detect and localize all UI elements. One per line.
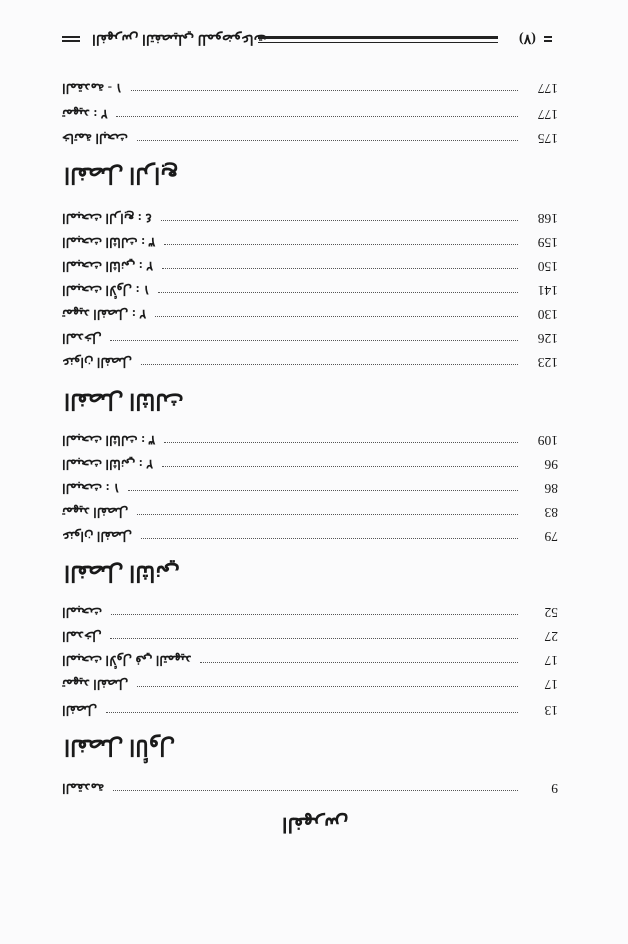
toc-row	[62, 354, 558, 370]
toc-row	[62, 130, 558, 146]
section-heading: الفصل الأول	[64, 735, 176, 760]
toc-entry-label: عنوان الفصل	[62, 529, 133, 544]
toc-row	[62, 604, 558, 620]
toc-row	[62, 258, 558, 274]
toc-page-number: 168	[537, 211, 558, 226]
toc-row	[62, 628, 558, 644]
toc-entry-label: تمهيد : ٢	[62, 107, 108, 122]
toc-entry-label: المقدمة - ١	[62, 81, 123, 96]
toc-page-number: 79	[544, 529, 558, 544]
toc-entry-label: المبحث : ١	[62, 481, 120, 496]
page-number: (٧)	[519, 31, 536, 46]
section-heading: الفصل الثاني	[64, 561, 180, 586]
toc-dot-leader	[111, 614, 518, 615]
toc-dot-leader	[164, 244, 518, 245]
toc-dot-leader	[141, 364, 518, 365]
toc-dot-leader	[158, 292, 518, 293]
toc-page-number: 126	[537, 331, 558, 346]
toc-dot-leader	[162, 466, 518, 467]
toc-dot-leader	[128, 490, 518, 491]
toc-dot-leader	[200, 662, 518, 663]
toc-page-number: 17	[544, 653, 558, 668]
toc-page-number: 9	[551, 781, 558, 796]
toc-entry-label: خاتمة البحث	[62, 131, 129, 146]
section-heading: الفصل الثالث	[64, 389, 184, 414]
toc-page-number: 130	[537, 307, 558, 322]
toc-dot-leader	[116, 116, 518, 117]
toc-entry-label: المبحث الأول : ١	[62, 283, 150, 298]
toc-entry-label: تمهيد الفصل	[62, 677, 129, 692]
toc-dot-leader	[141, 538, 518, 539]
toc-page-number: 150	[537, 259, 558, 274]
toc-entry-label: المبحث الثاني : ٢	[62, 457, 154, 472]
toc-row	[62, 306, 558, 322]
toc-entry-label: المبحث الأول في التمهيد	[62, 653, 192, 668]
toc-entry-label: تمهيد الفصل : ٢	[62, 307, 147, 322]
toc-dot-leader	[164, 442, 518, 443]
toc-dot-leader	[161, 220, 518, 221]
toc-page-number: 109	[537, 433, 558, 448]
toc-dot-leader	[106, 712, 518, 713]
toc-page-number: 177	[537, 107, 558, 122]
toc-dot-leader	[131, 90, 518, 91]
toc-dot-leader	[137, 140, 518, 141]
toc-dot-leader	[137, 514, 518, 515]
toc-row	[62, 504, 558, 520]
toc-dot-leader	[137, 686, 518, 687]
toc-page-number: 123	[537, 355, 558, 370]
toc-row	[62, 480, 558, 496]
toc-row	[62, 652, 558, 668]
toc-row	[62, 780, 558, 796]
toc-entry-label: الفصل	[62, 703, 98, 718]
toc-row	[62, 210, 558, 226]
toc-dot-leader	[113, 790, 518, 791]
toc-row	[62, 702, 558, 718]
header-mark-left	[62, 36, 80, 42]
toc-entry-label: عنوان الفصل	[62, 355, 133, 370]
toc-page-number: 52	[544, 605, 558, 620]
page-header	[60, 30, 540, 50]
toc-page-number: 175	[537, 131, 558, 146]
toc-entry-label: تمهيد الفصل	[62, 505, 129, 520]
toc-row	[62, 456, 558, 472]
toc-page-number: 83	[544, 505, 558, 520]
toc-entry-label: المدخل	[62, 331, 102, 346]
toc-row	[62, 330, 558, 346]
toc-entry-label: المبحث الثاني : ٢	[62, 259, 154, 274]
toc-page-number: 159	[537, 235, 558, 250]
toc-entry-label: المدخل	[62, 629, 102, 644]
toc-page-number: 86	[544, 481, 558, 496]
footer-ornament: الفهرس	[282, 813, 349, 835]
toc-row	[62, 80, 558, 96]
toc-entry-label: المبحث	[62, 605, 103, 620]
toc-page-number: 17	[544, 677, 558, 692]
toc-entry-label: المقدمة	[62, 781, 105, 796]
toc-dot-leader	[110, 638, 518, 639]
toc-row	[62, 234, 558, 250]
toc-dot-leader	[162, 268, 518, 269]
toc-entry-label: المبحث الثالث : ٣	[62, 433, 156, 448]
toc-entry-label: المبحث الرابع : ٤	[62, 211, 153, 226]
toc-dot-leader	[155, 316, 518, 317]
toc-page-number: 141	[537, 283, 558, 298]
toc-row	[62, 676, 558, 692]
header-rule	[258, 36, 498, 43]
toc-row	[62, 106, 558, 122]
toc-row	[62, 528, 558, 544]
header-mark-right	[544, 36, 552, 42]
section-heading: الفصل الرابع	[64, 163, 179, 188]
toc-dot-leader	[110, 340, 518, 341]
toc-row	[62, 282, 558, 298]
toc-entry-label: المبحث الثالث : ٣	[62, 235, 156, 250]
header-title: الفهرس التفصيلي للموضوعات	[92, 31, 267, 46]
toc-page-number: 177	[537, 81, 558, 96]
toc-row	[62, 432, 558, 448]
toc-page-number: 96	[544, 457, 558, 472]
toc-page-number: 13	[544, 703, 558, 718]
toc-page-number: 27	[544, 629, 558, 644]
